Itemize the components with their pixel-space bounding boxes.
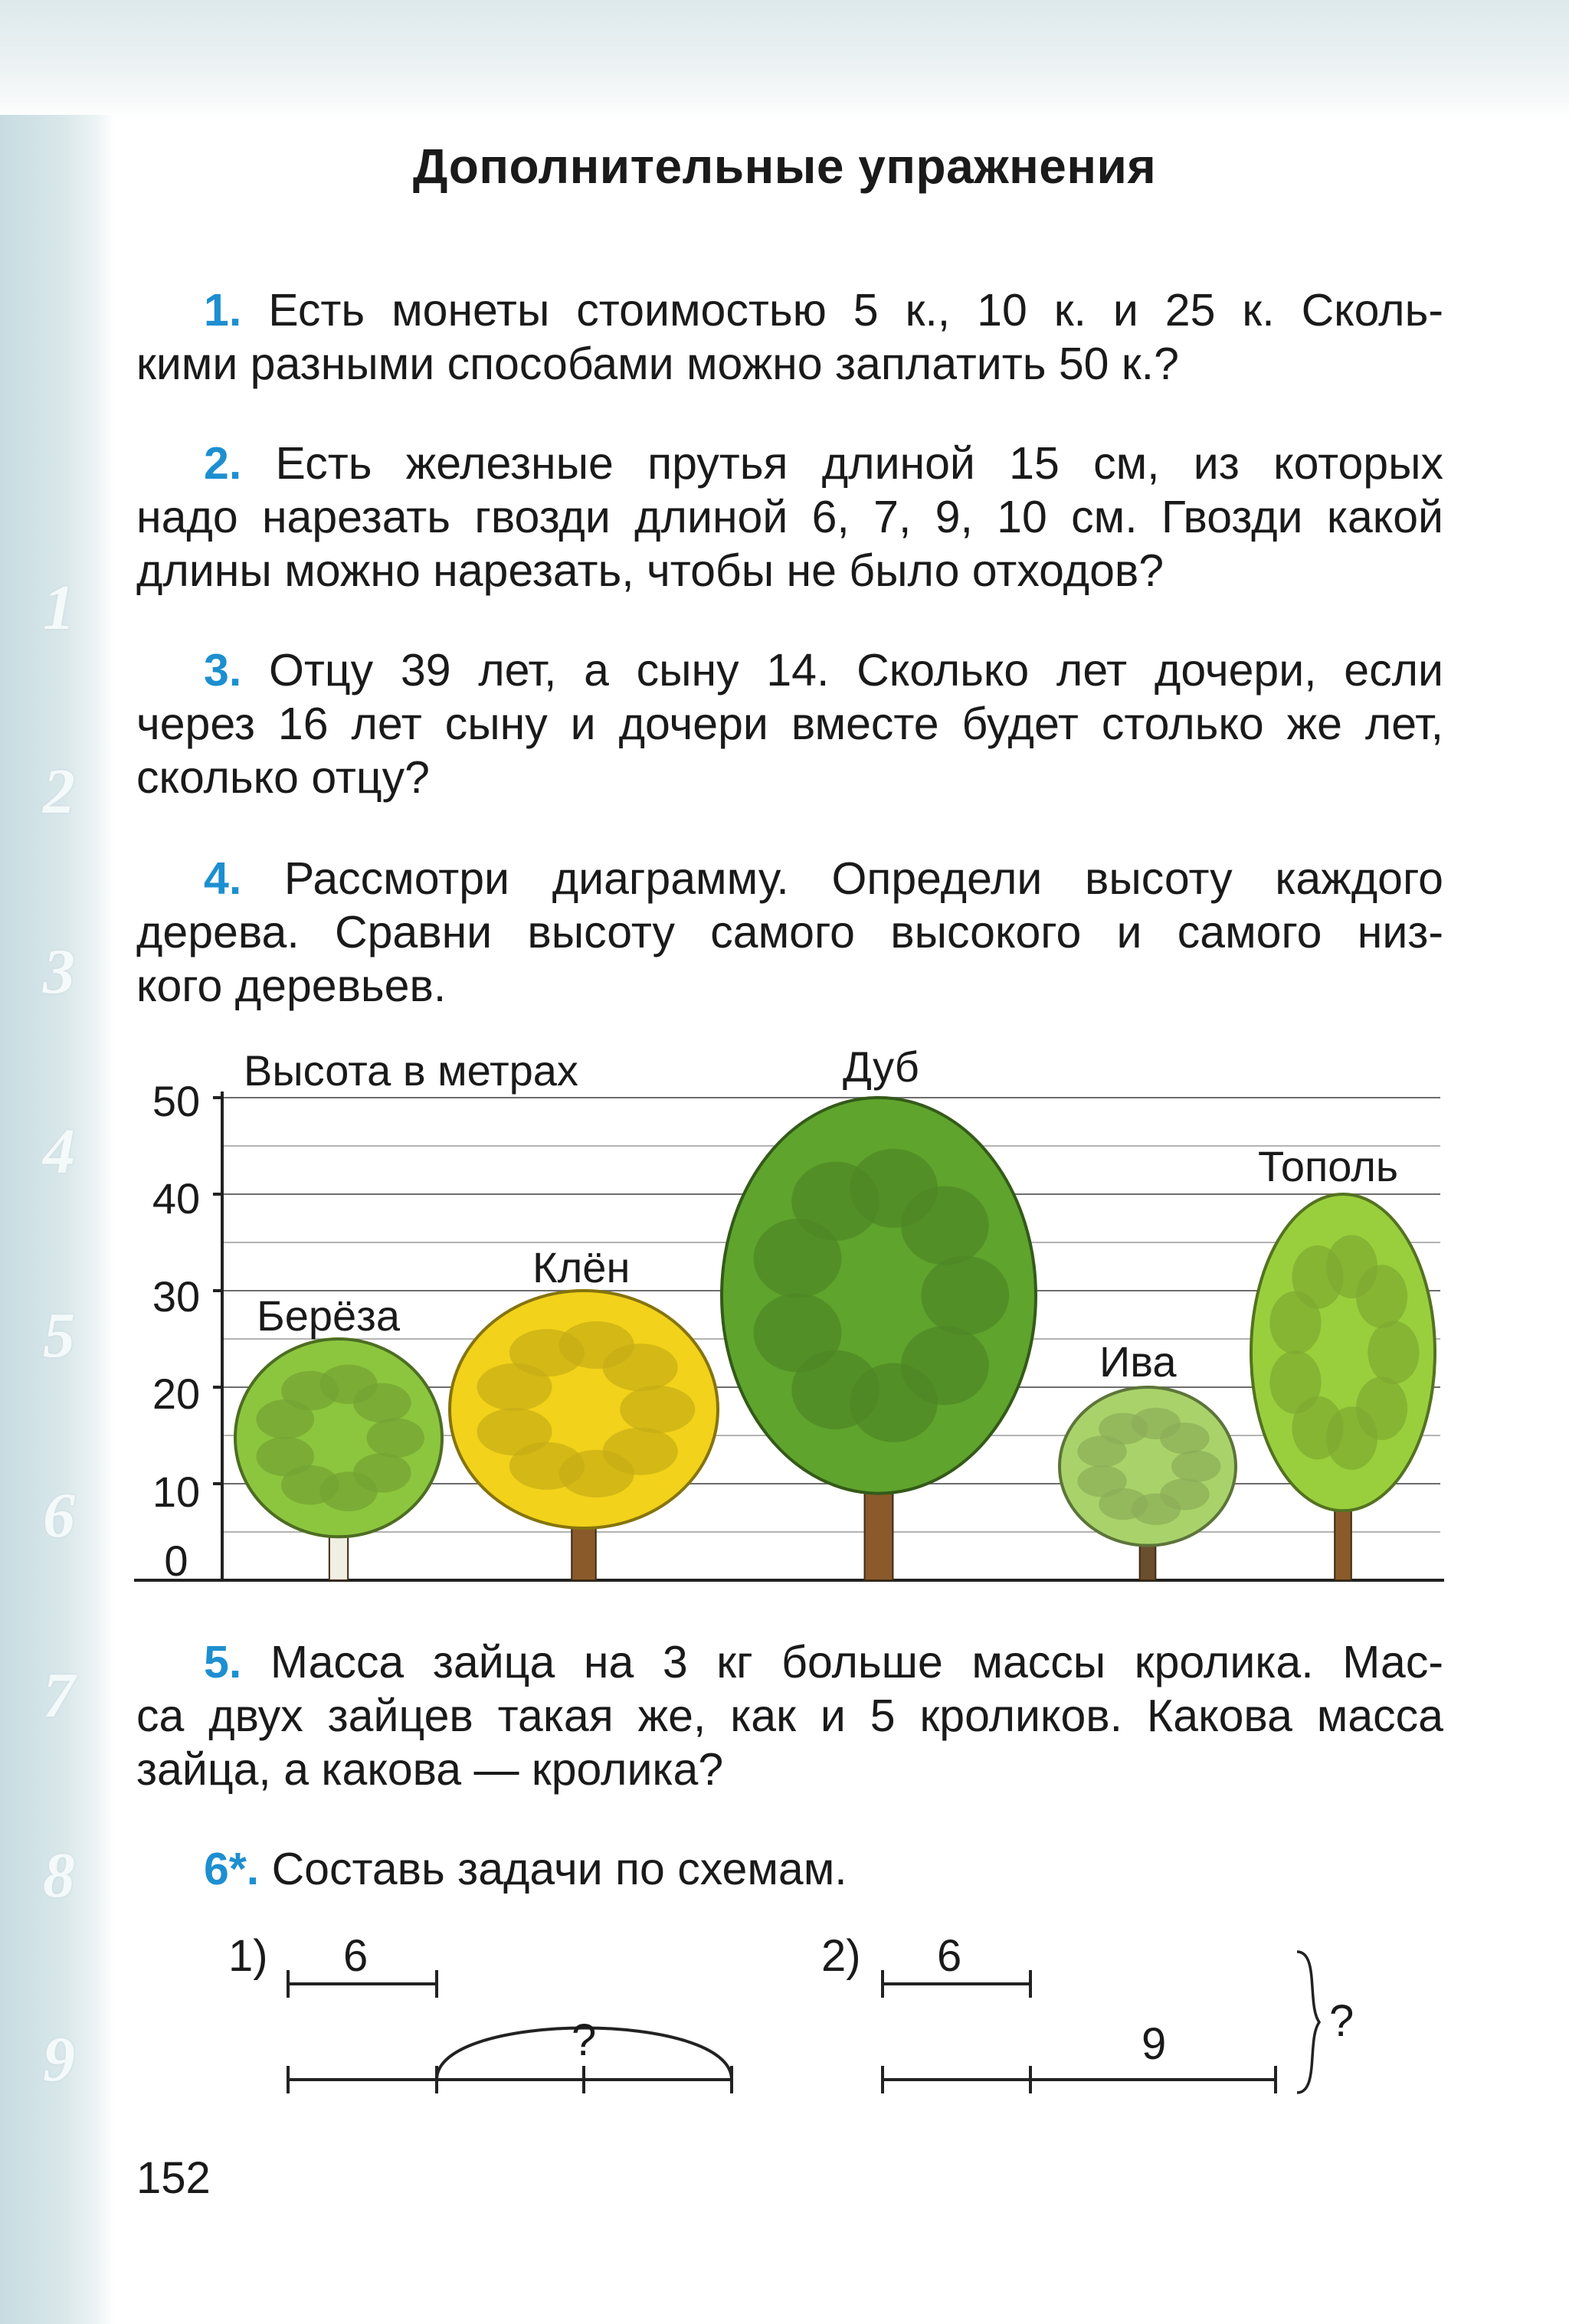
exercise-line: через 16 лет сыну и дочери вместе будет столько же лет, — [136, 699, 1443, 749]
scheme-2-question: ? — [1329, 1996, 1354, 2046]
chapter-tab-number: 4 — [43, 1116, 75, 1187]
tree-leaf-cluster — [477, 1408, 552, 1455]
tree-leaf-cluster — [901, 1186, 989, 1265]
exercise-number: 6*. — [204, 1844, 260, 1894]
exercise-line — [136, 283, 1443, 337]
tree-leaf-cluster — [256, 1437, 314, 1477]
exercise-number: 5. — [204, 1637, 242, 1687]
scheme-2-top-value: 6 — [937, 1931, 962, 1981]
exercise-line: дерева. Сравни высоту самого высокого и самого низ- — [136, 907, 1443, 957]
tree-label-willow: Ива — [1099, 1337, 1177, 1386]
tree-height-chart — [130, 1043, 1456, 1593]
tree-leaf-cluster — [1171, 1451, 1220, 1482]
exercise-4 — [136, 852, 1443, 1013]
exercise-number: 3. — [204, 645, 242, 696]
exercise-line: надо нарезать гвозди длиной 6, 7, 9, 10 см. Гвозди какой — [136, 492, 1443, 542]
tree-label-poplar: Тополь — [1258, 1142, 1399, 1190]
top-band — [0, 0, 1569, 123]
chapter-tab-number: 1 — [43, 572, 75, 643]
y-tick-label: 10 — [152, 1468, 201, 1516]
exercise-1 — [136, 283, 1443, 391]
y-tick-label: 40 — [152, 1174, 201, 1223]
tree-leaf-cluster — [1368, 1321, 1419, 1384]
exercise-line: кого деревьев. — [136, 961, 447, 1011]
exercise-text: Отцу 39 лет, а сыну 14. Сколько лет дочери, если — [268, 645, 1443, 696]
chapter-tab-number: 2 — [43, 756, 75, 827]
tree-leaf-cluster — [1077, 1465, 1126, 1497]
chapter-tab-number: 6 — [43, 1480, 75, 1551]
exercise-2 — [136, 437, 1443, 597]
scheme-1-top-value: 6 — [343, 1931, 369, 1981]
scheme-2-bottom-value: 9 — [1142, 2019, 1167, 2069]
exercise-line — [136, 1635, 1443, 1689]
tree-leaf-cluster — [1356, 1265, 1407, 1328]
exercise-line — [136, 852, 1443, 905]
page-title: Дополнительные упражнения — [412, 139, 1157, 194]
scheme-1-question: ? — [572, 2015, 597, 2065]
exercise-text: Масса зайца на 3 кг больше массы кролика. Мас- — [270, 1637, 1443, 1687]
exercise-line: кими разными способами можно заплатить 50 к.? — [136, 339, 1179, 389]
exercise-line: сколько отцу? — [136, 752, 430, 803]
tree-leaf-cluster — [1269, 1350, 1321, 1414]
scheme-2-label: 2) — [821, 1931, 861, 1981]
exercise-number: 1. — [204, 285, 242, 336]
exercise-text: Составь задачи по схемам. — [271, 1844, 847, 1894]
exercise-6 — [136, 1842, 1443, 1896]
exercise-3 — [136, 643, 1443, 804]
schemes — [0, 1915, 1569, 2145]
exercise-text: Есть железные прутья длиной 15 см, из которых — [275, 438, 1443, 489]
y-tick-label: 0 — [164, 1537, 188, 1585]
tree-leaf-cluster — [366, 1418, 424, 1458]
page-number: 152 — [136, 2153, 211, 2203]
tree-leaf-cluster — [353, 1383, 411, 1423]
exercise-line: длины можно нарезать, чтобы не было отходов? — [136, 545, 1164, 596]
tree-label-maple: Клён — [532, 1243, 631, 1291]
exercise-line — [136, 1842, 1443, 1896]
exercise-number: 2. — [204, 438, 242, 489]
exercise-line — [136, 437, 1443, 490]
y-tick-label: 20 — [152, 1370, 201, 1418]
tree-leaf-cluster — [603, 1344, 678, 1391]
scheme-1-label: 1) — [228, 1931, 268, 1981]
exercise-text: Есть монеты стоимостью 5 к., 10 к. и 25 к. Сколь- — [268, 285, 1443, 336]
exercise-line: зайца, а какова — кролика? — [136, 1744, 724, 1795]
tree-label-oak: Дуб — [843, 1043, 919, 1091]
tree-leaf-cluster — [754, 1293, 842, 1372]
tree-leaf-cluster — [1160, 1422, 1209, 1454]
exercise-line: са двух зайцев такая же, как и 5 кроликов. Какова масса — [136, 1691, 1443, 1741]
tree-leaf-cluster — [620, 1386, 695, 1433]
chapter-tab-number: 5 — [43, 1300, 75, 1371]
exercise-number: 4. — [204, 853, 242, 904]
tree-label-birch: Берёза — [257, 1291, 401, 1340]
y-axis-label: Высота в метрах — [244, 1046, 578, 1095]
exercise-line — [136, 643, 1443, 697]
exercise-text: Рассмотри диаграмму. Определи высоту каждого — [283, 853, 1443, 904]
y-tick-label: 50 — [152, 1077, 201, 1125]
chapter-tab-number: 8 — [43, 1840, 75, 1911]
exercise-5 — [136, 1635, 1443, 1796]
chapter-tab-number: 3 — [43, 936, 75, 1007]
chapter-tab-number: 9 — [43, 2024, 75, 2095]
tree-leaf-cluster — [921, 1256, 1009, 1335]
chapter-tab-number: 7 — [43, 1660, 75, 1731]
y-tick-label: 30 — [152, 1272, 201, 1321]
